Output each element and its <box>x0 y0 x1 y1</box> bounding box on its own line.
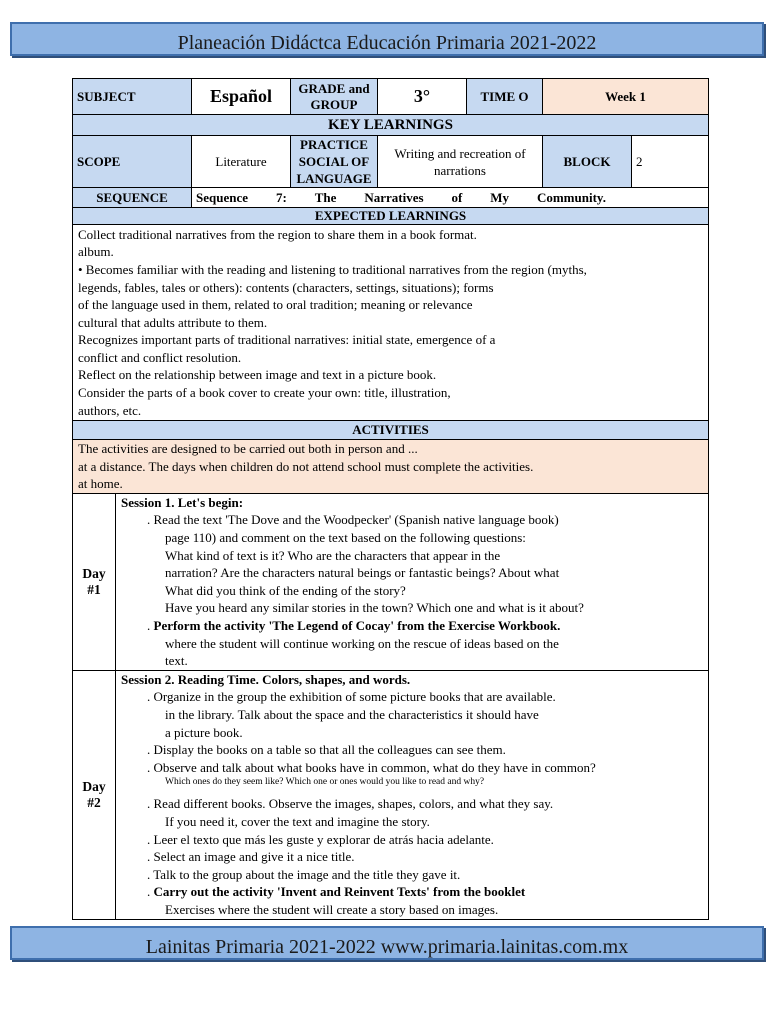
day-1-line: . Perform the activity 'The Legend of Cocay' from the Exercise Workbook. <box>147 617 561 633</box>
sequence-word: My <box>490 189 510 205</box>
activities-note-line: The activities are designed to be carried out both in person and ... <box>78 441 418 456</box>
day-2-line: . Organize in the group the exhibition of some picture books that are available. <box>147 689 556 705</box>
day-2-line: . Carry out the activity 'Invent and Reinvent Texts' from the booklet <box>147 884 526 900</box>
expected-line: Consider the parts of a book cover to create your own: title, illustration, <box>78 385 451 401</box>
expected-learnings-body <box>73 225 709 421</box>
day-2-activity-title: Carry out the activity 'Invent and Reinvent Texts' from the booklet <box>153 884 526 900</box>
day-2-label <box>73 670 116 919</box>
day-2-label-number: #2 <box>87 794 101 810</box>
scope-value: Literature <box>192 136 291 188</box>
expected-learnings-heading: EXPECTED LEARNINGS <box>73 208 709 225</box>
expected-line: of the language used in them, related to oral tradition; meaning or relevance <box>78 297 473 313</box>
practice-value: Writing and recreation of narrations <box>378 136 543 188</box>
expected-line: cultural that adults attribute to them. <box>78 314 268 330</box>
expected-line: conflict and conflict resolution. <box>78 349 242 365</box>
footer-banner <box>10 926 764 960</box>
expected-line: Recognizes important parts of traditional narratives: initial state, emergence of a <box>78 332 496 348</box>
sequence-word: 7: <box>275 189 287 205</box>
sequence-value <box>192 188 709 208</box>
sequence-word: of <box>451 189 463 205</box>
sequence-word: Sequence <box>196 189 248 205</box>
activities-note-line: at a distance. The days when children do not attend school must complete the activities. <box>78 458 534 474</box>
day-1-session-title: Session 1. Let's begin: <box>121 494 244 510</box>
day-1-line: What kind of text is it? Who are the characters that appear in the <box>165 547 501 563</box>
day-1-line: Have you heard any similar stories in the town? Which one and what is it about? <box>165 600 584 616</box>
header-title: Planeación Didáctca Educación Primaria 2021-2022 <box>177 32 597 54</box>
day-1-line: page 110) and comment on the text based on the following questions: <box>165 530 526 545</box>
sequence-word: Narratives <box>364 189 424 205</box>
activities-heading: ACTIVITIES <box>73 421 709 440</box>
expected-line: authors, etc. <box>78 402 142 418</box>
grade-label: GRADE and GROUP <box>291 79 378 115</box>
time-label: TIME O <box>467 79 543 115</box>
day-1-line: What did you think of the ending of the story? <box>165 582 406 598</box>
day-2-line: . Talk to the group about the image and the title they gave it. <box>147 866 461 882</box>
day-1-line: . Read the text 'The Dove and the Woodpecker' (Spanish native language book) <box>147 512 559 528</box>
day-2-line: a picture book. <box>165 724 243 740</box>
grade-value: 3° <box>378 79 467 115</box>
footer-text: Lainitas Primaria 2021-2022 www.primaria.lainitas.com.mx <box>145 936 629 958</box>
activities-note-line: at home. <box>78 476 123 492</box>
day-2-line: . Read different books. Observe the images, shapes, colors, and what they say. <box>147 796 554 812</box>
activities-note <box>73 440 709 494</box>
subject-label: SUBJECT <box>73 79 192 115</box>
day-2-line: . Select an image and give it a nice title. <box>147 849 355 865</box>
day-1-line: narration? Are the characters natural beings or fantastic beings? About what <box>165 565 560 581</box>
day-2-line: Exercises where the student will create a story based on images. <box>165 901 499 917</box>
day-1-label <box>73 493 116 670</box>
key-learnings-heading: KEY LEARNINGS <box>73 115 709 136</box>
expected-line: Reflect on the relationship between image and text in a picture book. <box>78 367 437 383</box>
expected-line: legends, fables, tales or others): contents (characters, settings, situations); forms <box>78 279 494 295</box>
day-1-line: text. <box>165 653 188 669</box>
expected-line: Collect traditional narratives from the region to share them in a book format. <box>78 226 477 242</box>
header-banner <box>10 22 764 56</box>
subject-value: Español <box>192 79 291 115</box>
expected-line: • Becomes familiar with the reading and listening to traditional narratives from the region (myths, <box>78 261 587 277</box>
sequence-word: Community. <box>536 189 606 205</box>
sequence-word: The <box>314 189 337 205</box>
practice-label: PRACTICE SOCIAL OF LANGUAGE <box>291 136 378 188</box>
block-value: 2 <box>632 136 709 188</box>
day-1-line: where the student will continue working on the rescue of ideas based on the <box>165 635 559 651</box>
day-2-label-word: Day <box>82 778 106 794</box>
day-2-activities <box>116 670 709 919</box>
block-label: BLOCK <box>543 136 632 188</box>
day-2-line: . Leer el texto que más les guste y explorar de atrás hacia adelante. <box>147 831 494 847</box>
day-2-line: If you need it, cover the text and imagine the story. <box>165 813 430 829</box>
day-2-line: in the library. Talk about the space and the characteristics it should have <box>165 706 539 722</box>
day-2-line: . Display the books on a table so that all the colleagues can see them. <box>147 742 506 758</box>
day-1-label-number: #1 <box>87 581 101 597</box>
sequence-label: SEQUENCE <box>73 188 192 208</box>
time-value: Week 1 <box>543 79 709 115</box>
day-2-session-title: Session 2. Reading Time. Colors, shapes, and words. <box>121 671 411 687</box>
day-1-activity-title: Perform the activity 'The Legend of Cocay' from the Exercise Workbook. <box>153 617 561 633</box>
day-2-line: Which ones do they seem like? Which one or ones would you like to read and why? <box>165 777 485 788</box>
expected-line: album. <box>78 244 114 260</box>
scope-label: SCOPE <box>73 136 192 188</box>
day-1-activities <box>116 493 709 670</box>
day-1-label-word: Day <box>82 565 106 581</box>
day-2-line: . Observe and talk about what books have in common, what do they have in common? <box>147 759 596 775</box>
planning-table <box>72 78 709 920</box>
